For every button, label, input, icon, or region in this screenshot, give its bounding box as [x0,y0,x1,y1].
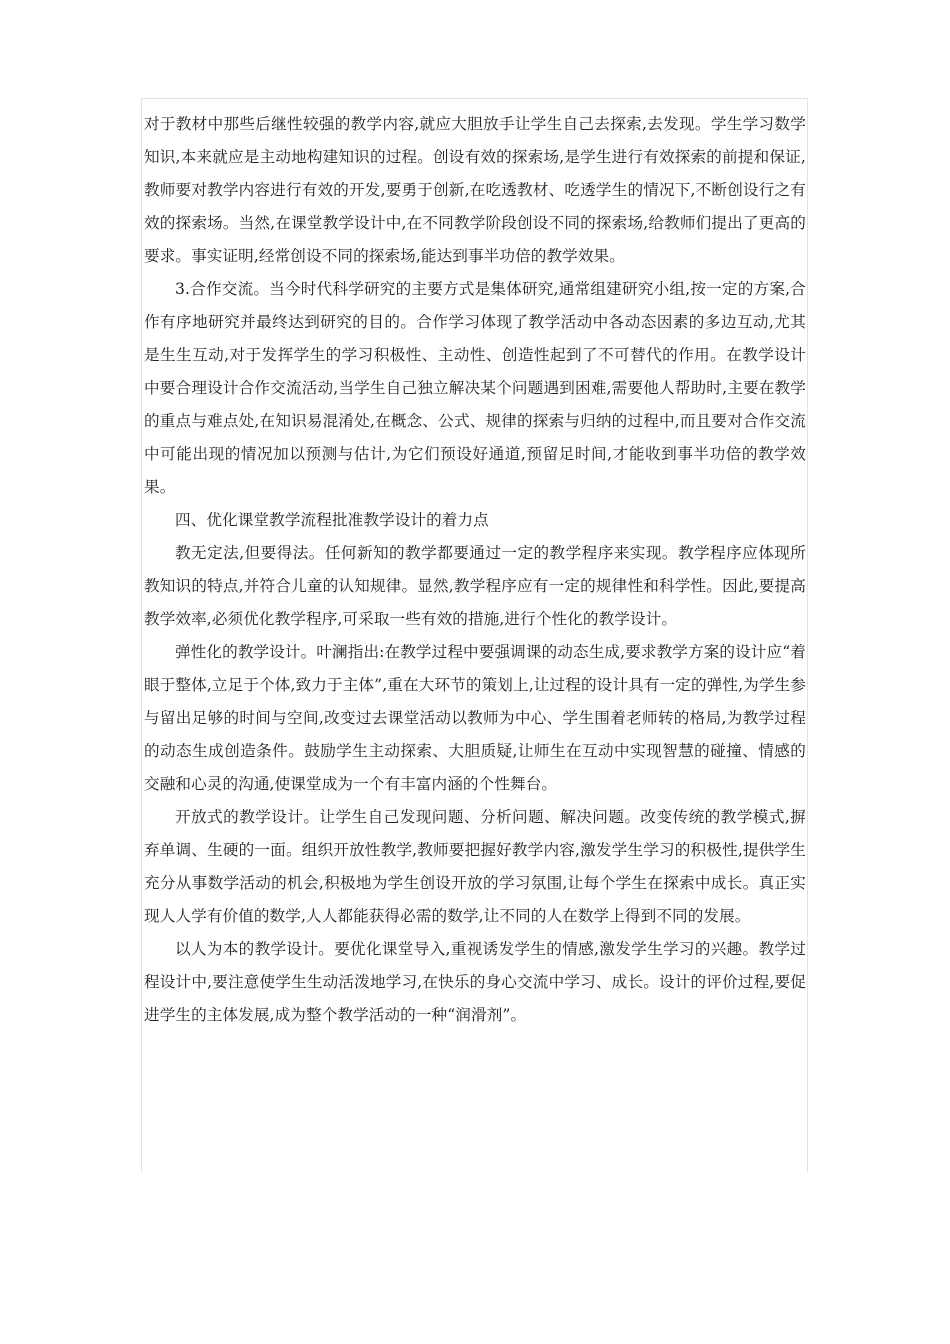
paragraph-open-design: 开放式的教学设计。让学生自己发现问题、分析问题、解决问题。改变传统的教学模式,摒弃单调、生硬的一面。组织开放性教学,教师要把握好教学内容,激发学生学习的积极性,提供学生充分从事数学活动的机会,积极地为学生创设开放的学习氛围,让每个学生在探索中成长。真正实现人人学有价值的数学,人人都能获得必需的数学,让不同的人在数学上得到不同的发展。 [144,808,806,925]
document-body [144,108,806,1032]
paragraph-teaching-method: 教无定法,但要得法。任何新知的教学都要通过一定的教学程序来实现。教学程序应体现所教知识的特点,并符合儿童的认知规律。显然,教学程序应有一定的规律性和科学性。因此,要提高教学效率,必须优化教学程序,可采取一些有效的措施,进行个性化的教学设计。 [144,544,806,628]
section-heading-four: 四、优化课堂教学流程批准教学设计的着力点 [175,511,489,529]
paragraph-exploration-continued: 对于教材中那些后继性较强的教学内容,就应大胆放手让学生自己去探索,去发现。学生学习数学知识,本来就应是主动地构建知识的过程。创设有效的探索场,是学生进行有效探索的前提和保证,教师要对教学内容进行有效的开发,要勇于创新,在吃透教材、吃透学生的情况下,不断创设行之有效的探索场。当然,在课堂教学设计中,在不同教学阶段创设不同的探索场,给教师们提出了更高的要求。事实证明,经常创设不同的探索场,能达到事半功倍的教学效果。 [144,115,806,265]
paragraph-flexible-design: 弹性化的教学设计。叶澜指出:在教学过程中要强调课的动态生成,要求教学方案的设计应“着眼于整体,立足于个体,致力于主体”,重在大环节的策划上,让过程的设计具有一定的弹性,为学生参与留出足够的时间与空间,改变过去课堂活动以教师为中心、学生围着老师转的格局,为教学过程的动态生成创造条件。鼓励学生主动探索、大胆质疑,让师生在互动中实现智慧的碰撞、情感的交融和心灵的沟通,使课堂成为一个有丰富内涵的个性舞台。 [144,643,806,793]
paragraph-people-oriented-design: 以人为本的教学设计。要优化课堂导入,重视诱发学生的情感,激发学生学习的兴趣。教学过程设计中,要注意使学生生动活泼地学习,在快乐的身心交流中学习、成长。设计的评价过程,要促进学生的主体发展,成为整个教学活动的一种“润滑剂”。 [144,940,806,1024]
paragraph-cooperation: 3.合作交流。当今时代科学研究的主要方式是集体研究,通常组建研究小组,按一定的方案,合作有序地研究并最终达到研究的目的。合作学习体现了教学活动中各动态因素的多边互动,尤其是生生互动,对于发挥学生的学习积极性、主动性、创造性起到了不可替代的作用。在教学设计中要合理设计合作交流活动,当学生自己独立解决某个问题遇到困难,需要他人帮助时,主要在教学的重点与难点处,在知识易混淆处,在概念、公式、规律的探索与归纳的过程中,而且要对合作交流中可能出现的情况加以预测与估计,为它们预设好通道,预留足时间,才能收到事半功倍的教学效果。 [144,280,806,496]
